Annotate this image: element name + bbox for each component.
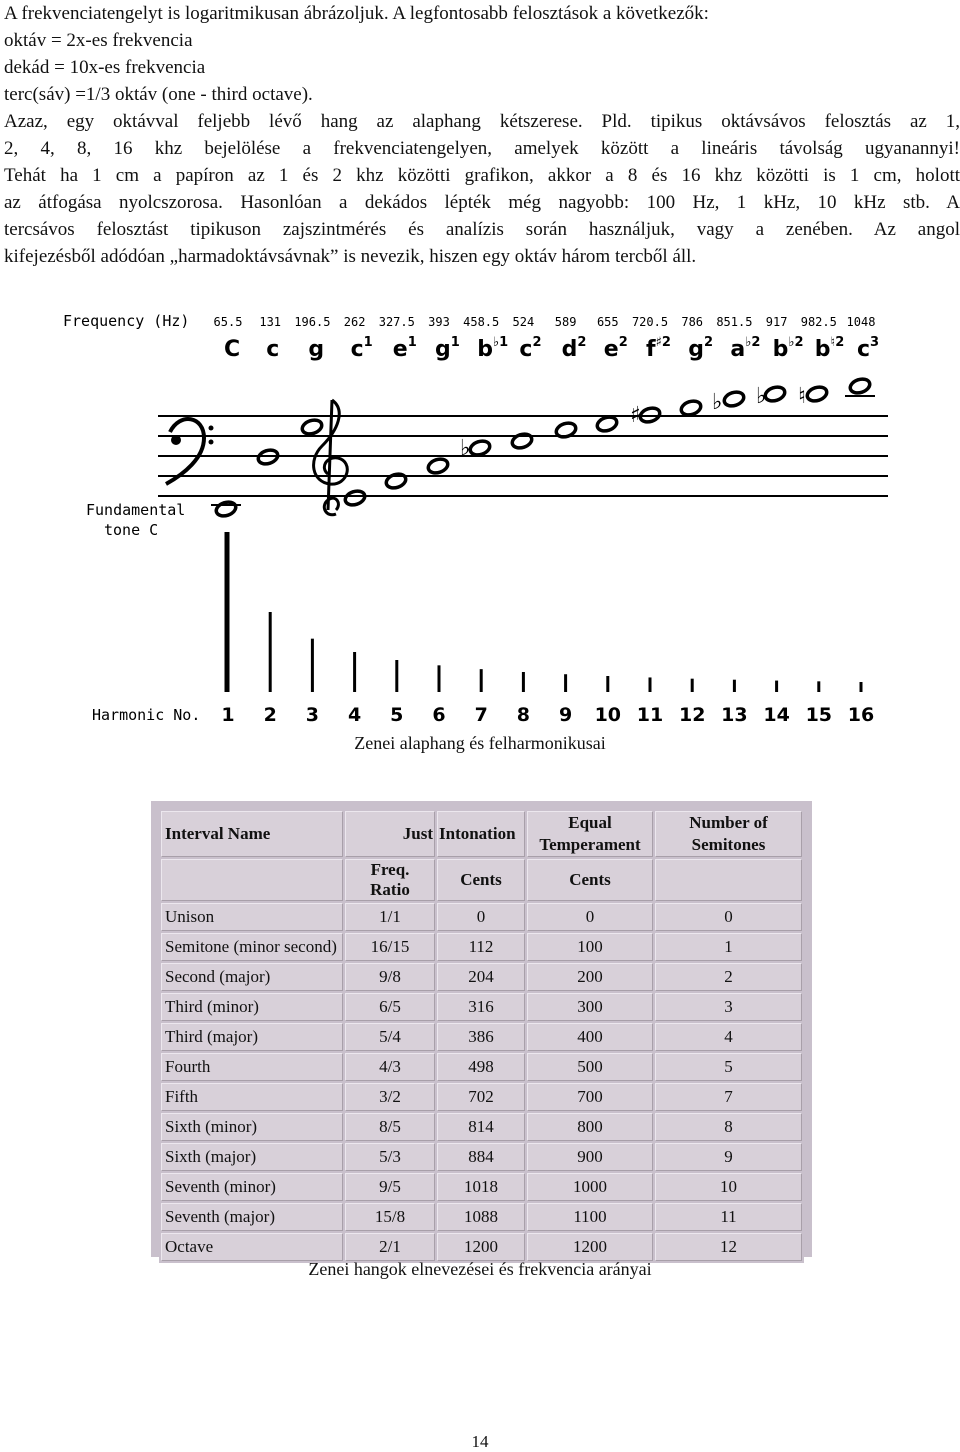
header-semitones-line: Semitones [691, 835, 766, 854]
bass-clef-dot-icon [171, 435, 181, 445]
subheader-just-cents: Cents [437, 859, 525, 901]
note-name-modifier: 2 [618, 335, 628, 350]
table-row [161, 1203, 802, 1231]
just-cents-cell: 1200 [437, 1233, 525, 1261]
frequency-value: 262 [343, 315, 366, 329]
freq-ratio-cell: 5/4 [345, 1023, 435, 1051]
note-name-modifier: 3 [870, 335, 880, 350]
equal-cents-cell: 700 [527, 1083, 653, 1111]
harmonic-number: 3 [305, 704, 320, 726]
header-interval-name: Interval Name [161, 811, 343, 857]
note-name-letter: b [772, 337, 789, 362]
paragraph-line: tercsávos felosztást tipikuson zajszintmérés és analízis során használjuk, vagy a zenében. Az angol [4, 219, 960, 240]
interval-name-cell: Third (major) [161, 1023, 343, 1051]
semitones-cell: 5 [655, 1053, 802, 1081]
whole-note [300, 418, 323, 437]
header-intonation: Intonation [437, 811, 525, 857]
equal-cents-cell: 300 [527, 993, 653, 1021]
whole-note [805, 385, 828, 404]
interval-name-cell: Fourth [161, 1053, 343, 1081]
note-name-letter: c [350, 337, 364, 362]
interval-table-frame [151, 801, 812, 1257]
equal-cents-cell: 1000 [527, 1173, 653, 1201]
harmonic-number: 15 [805, 704, 833, 726]
freq-ratio-cell: 8/5 [345, 1113, 435, 1141]
harmonic-number: 10 [594, 704, 622, 726]
header-equal-temperament [527, 811, 653, 857]
equal-cents-cell: 900 [527, 1143, 653, 1171]
intro-line: dekád = 10x-es frekvencia [4, 57, 206, 78]
just-cents-cell: 814 [437, 1113, 525, 1141]
interval-name-cell: Octave [161, 1233, 343, 1261]
note-name-modifier: ♭1 [492, 335, 509, 350]
whole-note [595, 415, 618, 434]
music-staff [158, 400, 888, 515]
frequency-value: 1048 [846, 315, 876, 329]
frequency-value: 982.5 [800, 315, 837, 329]
note-name-letter: e [603, 337, 619, 362]
harmonic-number: 16 [847, 704, 875, 726]
note-name-letter: b [477, 337, 493, 362]
note-name-letter: c [857, 337, 871, 362]
table-row [161, 1023, 802, 1051]
equal-cents-cell: 200 [527, 963, 653, 991]
freq-ratio-cell: 16/15 [345, 933, 435, 961]
table-row [161, 1083, 802, 1111]
note-name-letter: a [730, 337, 746, 362]
whole-note [468, 439, 491, 458]
frequency-value: 393 [428, 315, 450, 329]
semitones-cell: 7 [655, 1083, 802, 1111]
note-name [519, 335, 541, 362]
just-cents-cell: 204 [437, 963, 525, 991]
equal-cents-cell: 1100 [527, 1203, 653, 1231]
whole-note [763, 385, 786, 404]
staff-notes [86, 377, 875, 539]
interval-name-cell: Third (minor) [161, 993, 343, 1021]
bass-clef-icon [166, 419, 204, 484]
note-name-letter: b [814, 337, 831, 362]
harmonic-number: 7 [474, 704, 488, 726]
note-name-letter: c [519, 337, 533, 362]
accidental-icon: ♯ [630, 403, 641, 428]
harmonic-bars [226, 532, 861, 692]
whole-note [679, 399, 702, 418]
frequency-value: 327.5 [378, 315, 415, 329]
semitones-cell: 0 [655, 903, 802, 931]
header-just: Just [345, 811, 435, 857]
freq-ratio-cell: 15/8 [345, 1203, 435, 1231]
note-name [815, 335, 844, 362]
frequency-value: 65.5 [213, 315, 243, 329]
whole-note [722, 390, 745, 409]
harmonic-number: 4 [347, 704, 362, 726]
note-name [224, 337, 240, 362]
note-name [393, 335, 417, 362]
whole-note [384, 472, 407, 491]
just-cents-cell: 0 [437, 903, 525, 931]
table-header-row [161, 811, 802, 857]
harmonic-number: 2 [263, 704, 277, 726]
harmonic-number: 5 [390, 704, 404, 726]
intro-text [4, 0, 960, 270]
just-cents-cell: 316 [437, 993, 525, 1021]
interval-name-cell: Seventh (major) [161, 1203, 343, 1231]
figure-caption: Zenei alaphang és felharmonikusai [354, 733, 606, 753]
header-temperament-line: Temperament [539, 835, 641, 854]
table-row [161, 1113, 802, 1141]
header-number-of-line: Number of [689, 813, 768, 832]
harmonic-number: 8 [516, 704, 531, 726]
note-name [562, 335, 587, 362]
frequency-axis-label: Frequency (Hz) [63, 312, 190, 330]
note-name [351, 335, 373, 362]
table-row [161, 903, 802, 931]
just-cents-cell: 498 [437, 1053, 525, 1081]
freq-ratio-cell: 4/3 [345, 1053, 435, 1081]
subheader-freq-ratio: Freq. Ratio [345, 859, 435, 901]
table-row [161, 1173, 802, 1201]
semitones-cell: 1 [655, 933, 802, 961]
accidental-icon: ♮ [798, 384, 806, 409]
equal-cents-cell: 100 [527, 933, 653, 961]
bass-clef-dot-icon [209, 426, 214, 431]
fundamental-label: tone C [104, 521, 159, 539]
interval-name-cell: Second (major) [161, 963, 343, 991]
note-name [266, 337, 279, 362]
just-cents-cell: 1018 [437, 1173, 525, 1201]
freq-ratio-cell: 6/5 [345, 993, 435, 1021]
whole-note [214, 500, 237, 519]
note-name-letter: c [266, 337, 280, 362]
accidental-icon: ♭ [756, 384, 767, 409]
note-name-modifier: ♭2 [745, 335, 761, 350]
freq-ratio-cell: 2/1 [345, 1233, 435, 1261]
table-row [161, 1233, 802, 1261]
note-name-modifier: ♯2 [655, 335, 671, 350]
intro-line: A frekvenciatengelyt is logaritmikusan ábrázoljuk. A legfontosabb felosztások a következők: [4, 3, 709, 24]
semitones-cell: 8 [655, 1113, 802, 1141]
note-name-modifier: 2 [532, 335, 542, 350]
table-row [161, 963, 802, 991]
semitones-cell: 3 [655, 993, 802, 1021]
just-cents-cell: 702 [437, 1083, 525, 1111]
harmonic-number: 1 [221, 704, 235, 726]
just-cents-cell: 386 [437, 1023, 525, 1051]
interval-table [159, 809, 804, 1263]
note-name-letter: g [308, 337, 325, 362]
paragraph-line: kifejezésből adódóan „harmadoktávsávnak” is nevezik, hiszen egy oktáv három tercből áll. [4, 246, 697, 267]
frequency-value: 524 [512, 315, 535, 329]
harmonic-number: 6 [432, 704, 446, 726]
note-name-modifier: 2 [703, 335, 713, 350]
whole-note [343, 489, 366, 508]
note-name [308, 337, 324, 362]
freq-ratio-cell: 9/8 [345, 963, 435, 991]
harmonic-number: 13 [721, 704, 748, 726]
accidental-icon: ♭ [712, 390, 723, 415]
note-name-letter: g [688, 337, 704, 362]
harmonic-number: 12 [678, 704, 706, 726]
subheader-empty [655, 859, 802, 901]
note-name [857, 335, 879, 362]
just-cents-cell: 112 [437, 933, 525, 961]
frequency-value: 196.5 [294, 315, 331, 329]
harmonic-axis-label: Harmonic No. [92, 706, 201, 724]
freq-ratio-cell: 5/3 [345, 1143, 435, 1171]
note-name-modifier: ♮2 [830, 335, 845, 350]
frequency-value: 131 [259, 315, 282, 329]
whole-note [510, 432, 533, 451]
interval-name-cell: Semitone (minor second) [161, 933, 343, 961]
intro-paragraph [4, 108, 960, 270]
note-name-modifier: 2 [577, 335, 587, 350]
table-row [161, 1143, 802, 1171]
table-caption: Zenei hangok elnevezései és frekvencia arányai [308, 1259, 652, 1279]
note-name [604, 335, 628, 362]
note-name-letter: g [435, 337, 451, 362]
semitones-cell: 9 [655, 1143, 802, 1171]
equal-cents-cell: 0 [527, 903, 653, 931]
note-name-modifier: 1 [407, 335, 417, 350]
bass-clef-dot-icon [209, 440, 214, 445]
harmonic-series-figure [0, 300, 960, 730]
subheader-equal-cents: Cents [527, 859, 653, 901]
frequency-value: 720.5 [631, 315, 669, 329]
note-name-modifier: 1 [363, 335, 373, 350]
harmonic-number: 11 [636, 704, 664, 726]
harmonic-number: 14 [763, 704, 790, 726]
paragraph-line: az átfogása nyolcszorosa. Hasonlóan a dekádos lépték még nagyobb: 100 Hz, 1 kHz, 10 kHz stb. A [4, 192, 960, 213]
table-row [161, 993, 802, 1021]
paragraph-line: 2, 4, 8, 16 khz bejelölése a frekvenciatengelyen, amelyek között a lineáris távolság ugyanannyi! [4, 138, 960, 159]
treble-clef-icon [314, 400, 348, 515]
paragraph-line: Azaz, egy oktávval feljebb lévő hang az alaphang kétszerese. Pld. tipikus oktávsávos felosztás az 1, [4, 111, 960, 132]
harmonic-number: 9 [558, 704, 573, 726]
interval-name-cell: Unison [161, 903, 343, 931]
table-subheader-row [161, 859, 802, 901]
note-name [435, 335, 460, 362]
whole-note [848, 377, 871, 396]
freq-ratio-cell: 1/1 [345, 903, 435, 931]
semitones-cell: 10 [655, 1173, 802, 1201]
frequency-value: 786 [681, 315, 704, 329]
note-name [646, 335, 671, 362]
table-row [161, 933, 802, 961]
whole-note [426, 457, 449, 476]
note-name-letter: f [646, 337, 656, 362]
page-number: 14 [471, 1432, 489, 1451]
frequency-value: 458.5 [463, 315, 500, 329]
interval-name-cell: Seventh (minor) [161, 1173, 343, 1201]
equal-cents-cell: 400 [527, 1023, 653, 1051]
accidental-icon: ♭ [460, 436, 471, 461]
note-name-modifier: ♭2 [788, 335, 804, 350]
intro-line: terc(sáv) =1/3 oktáv (one - third octave). [4, 84, 313, 105]
header-number-of-semitones [655, 811, 802, 857]
semitones-cell: 12 [655, 1233, 802, 1261]
harmonic-series-diagram [0, 300, 960, 730]
frequency-value: 917 [765, 315, 788, 329]
interval-name-cell: Sixth (major) [161, 1143, 343, 1171]
equal-cents-cell: 500 [527, 1053, 653, 1081]
frequency-value: 589 [554, 315, 577, 329]
note-name-modifier: 1 [450, 335, 460, 350]
semitones-cell: 11 [655, 1203, 802, 1231]
subheader-empty [161, 859, 343, 901]
just-cents-cell: 1088 [437, 1203, 525, 1231]
note-name [477, 335, 508, 362]
just-cents-cell: 884 [437, 1143, 525, 1171]
interval-name-cell: Sixth (minor) [161, 1113, 343, 1141]
note-name [688, 335, 713, 362]
frequency-value: 655 [596, 315, 619, 329]
header-equal-line: Equal [568, 813, 612, 832]
equal-cents-cell: 1200 [527, 1233, 653, 1261]
fundamental-label: Fundamental [86, 501, 186, 519]
freq-ratio-cell: 9/5 [345, 1173, 435, 1201]
note-name [773, 335, 804, 362]
frequency-value: 851.5 [716, 315, 753, 329]
semitones-cell: 4 [655, 1023, 802, 1051]
note-name-letter: d [561, 337, 578, 362]
note-name [730, 335, 760, 362]
interval-name-cell: Fifth [161, 1083, 343, 1111]
table-row [161, 1053, 802, 1081]
paragraph-line: Tehát ha 1 cm a papíron az 1 és 2 khz közötti grafikon, akkor a 8 és 16 khz közötti is 1 cm, holott [4, 165, 960, 186]
freq-ratio-cell: 3/2 [345, 1083, 435, 1111]
note-name-letter: e [392, 337, 408, 362]
semitones-cell: 2 [655, 963, 802, 991]
equal-cents-cell: 800 [527, 1113, 653, 1141]
note-name-letter: C [224, 337, 241, 362]
intro-line: oktáv = 2x-es frekvencia [4, 30, 193, 51]
